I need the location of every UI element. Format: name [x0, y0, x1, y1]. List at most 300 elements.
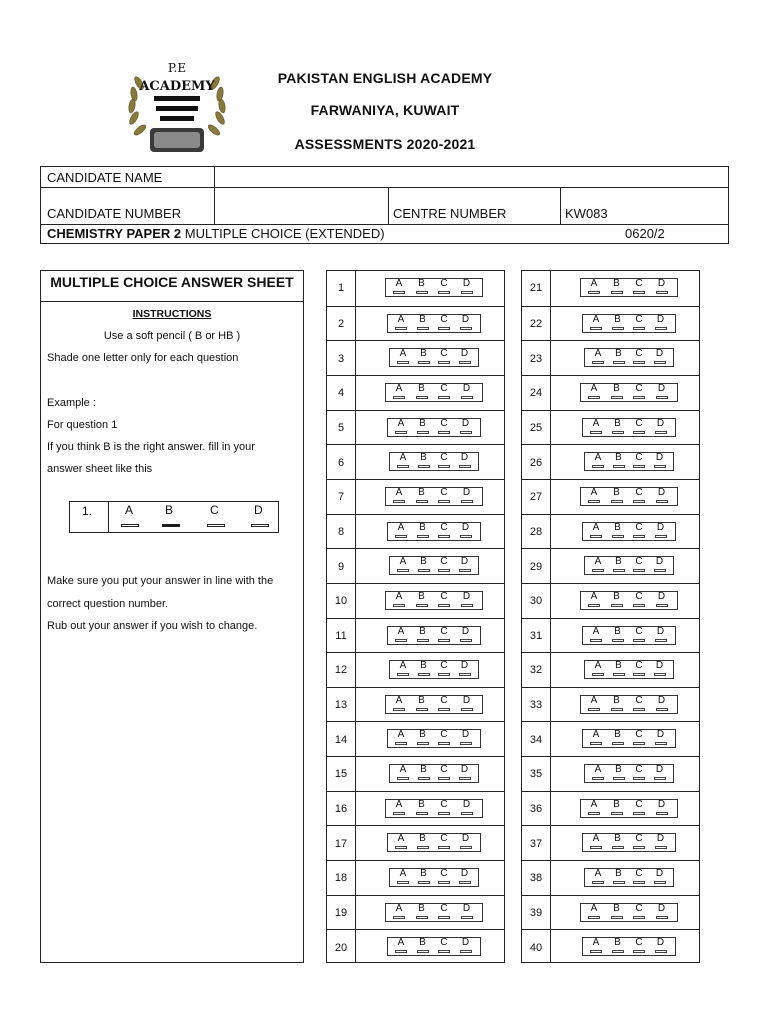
option-letter: A	[592, 625, 600, 637]
question-row	[522, 791, 699, 827]
question-number: 16	[334, 803, 348, 816]
paper-type: MULTIPLE CHOICE (EXTENDED)	[181, 226, 385, 241]
option-mark-a[interactable]	[588, 812, 600, 815]
option-mark-b[interactable]	[613, 569, 625, 572]
option-mark-a[interactable]	[393, 500, 405, 503]
option-mark-d[interactable]	[461, 812, 473, 815]
question-row	[522, 721, 699, 757]
option-mark-b[interactable]	[612, 431, 624, 434]
option-mark-b[interactable]	[613, 673, 625, 676]
option-mark-c[interactable]	[438, 812, 450, 815]
option-mark-d[interactable]	[656, 708, 668, 711]
option-letter: B	[419, 937, 426, 949]
option-mark-b[interactable]	[611, 916, 623, 919]
question-number: 5	[337, 421, 345, 434]
option-mark-a[interactable]	[395, 535, 407, 538]
option-mark-b[interactable]	[611, 812, 623, 815]
question-row	[522, 652, 699, 688]
answer-bubble-group	[580, 799, 678, 818]
option-mark-c[interactable]	[633, 291, 645, 294]
option-mark-c[interactable]	[633, 846, 645, 849]
option-mark-d[interactable]	[655, 950, 667, 953]
option-mark-d[interactable]	[655, 535, 667, 538]
option-mark-b[interactable]	[611, 291, 623, 294]
option-mark-c[interactable]	[438, 361, 450, 364]
option-mark-b[interactable]	[417, 327, 429, 330]
option-mark-b[interactable]	[612, 950, 624, 953]
option-mark-c[interactable]	[633, 777, 645, 780]
option-mark-b[interactable]	[613, 777, 625, 780]
answer-bubble-group	[385, 487, 483, 506]
option-letter: D	[462, 382, 471, 394]
option-letter: B	[615, 452, 622, 464]
option-mark-b[interactable]	[418, 881, 430, 884]
option-mark-b[interactable]	[417, 535, 429, 538]
question-number: 26	[529, 456, 543, 469]
option-letter: D	[657, 486, 666, 498]
question-number: 10	[334, 595, 348, 608]
option-letter: C	[635, 729, 643, 741]
option-mark-d[interactable]	[459, 673, 471, 676]
option-mark-b[interactable]	[611, 604, 623, 607]
option-mark-c[interactable]	[633, 569, 645, 572]
answer-bubble-group	[584, 348, 674, 367]
option-mark-d[interactable]	[655, 846, 667, 849]
option-mark-a[interactable]	[393, 604, 405, 607]
option-mark-c[interactable]	[438, 604, 450, 607]
option-mark-c[interactable]	[438, 777, 450, 780]
option-letter: B	[613, 382, 620, 394]
question-number: 17	[334, 837, 348, 850]
option-mark-c[interactable]	[438, 291, 450, 294]
option-mark-b[interactable]	[416, 812, 428, 815]
option-letter: D	[656, 521, 665, 533]
option-letter: D	[461, 417, 470, 429]
option-mark-b[interactable]	[613, 881, 625, 884]
option-letter: A	[395, 590, 403, 602]
option-letter: D	[655, 764, 664, 776]
option-mark-b[interactable]	[416, 396, 428, 399]
option-letter: B	[418, 278, 425, 289]
option-mark-c[interactable]	[438, 431, 450, 434]
question-number: 33	[529, 699, 543, 712]
example-number: 1.	[82, 504, 93, 518]
option-letter: C	[440, 452, 448, 464]
answer-bubble-group	[582, 626, 676, 645]
option-letter: D	[657, 694, 666, 706]
option-mark-d[interactable]	[461, 916, 473, 919]
option-mark-c[interactable]	[633, 950, 645, 953]
option-mark-a[interactable]	[393, 916, 405, 919]
option-letter: C	[635, 798, 643, 810]
option-letter: C	[440, 486, 448, 498]
instruction-line: Rub out your answer if you wish to change.	[47, 620, 258, 632]
instruction-line: answer sheet like this	[47, 463, 153, 475]
option-mark-c[interactable]	[438, 639, 450, 642]
option-letter: D	[462, 902, 471, 914]
option-mark-d[interactable]	[656, 604, 668, 607]
question-number: 40	[529, 941, 543, 954]
question-number: 38	[529, 872, 543, 885]
question-number: 37	[529, 837, 543, 850]
option-mark-b[interactable]	[612, 535, 624, 538]
option-letter: A	[399, 556, 407, 568]
answer-bubble-group	[580, 383, 678, 402]
option-mark-a[interactable]	[592, 465, 604, 468]
question-number: 7	[337, 491, 345, 504]
option-letter: D	[462, 694, 471, 706]
example-answer-box	[69, 501, 279, 533]
option-mark-b[interactable]	[613, 465, 625, 468]
option-letter: C	[635, 348, 643, 360]
option-mark-a[interactable]	[397, 361, 409, 364]
option-letter: C	[635, 278, 643, 289]
paper-subject: CHEMISTRY PAPER 2	[47, 226, 182, 241]
option-mark-c[interactable]	[438, 396, 450, 399]
option-mark-d[interactable]	[655, 327, 667, 330]
answer-bubble-group	[387, 833, 481, 852]
option-mark-c[interactable]	[633, 881, 645, 884]
option-mark-a[interactable]	[395, 639, 407, 642]
option-mark-b[interactable]	[417, 950, 429, 953]
question-row	[522, 375, 699, 411]
question-number: 30	[529, 595, 543, 608]
candidate-table	[40, 166, 729, 244]
option-mark-d[interactable]	[459, 361, 471, 364]
question-row	[522, 271, 699, 306]
question-row	[522, 444, 699, 480]
option-mark-a[interactable]	[590, 431, 602, 434]
option-mark-c[interactable]	[438, 846, 450, 849]
option-mark-a[interactable]	[397, 777, 409, 780]
option-letter: A	[399, 348, 407, 360]
option-mark-d[interactable]	[459, 777, 471, 780]
option-mark-a[interactable]	[592, 361, 604, 364]
answer-bubble-group	[389, 452, 479, 471]
question-row	[522, 514, 699, 550]
option-mark-d[interactable]	[655, 742, 667, 745]
option-mark-a[interactable]	[590, 950, 602, 953]
answer-bubble-group	[387, 522, 481, 541]
answer-column-right	[521, 270, 700, 963]
option-mark-c[interactable]	[633, 812, 645, 815]
option-letter: B	[418, 486, 425, 498]
option-letter: C	[635, 694, 643, 706]
instruction-line: For question 1	[47, 419, 118, 431]
option-mark-c[interactable]	[633, 604, 645, 607]
option-mark-d[interactable]	[656, 916, 668, 919]
option-letter: D	[462, 590, 471, 602]
option-mark-d[interactable]	[461, 708, 473, 711]
option-mark-d[interactable]	[654, 465, 666, 468]
option-mark-d[interactable]	[656, 396, 668, 399]
option-letter: D	[460, 348, 469, 360]
option-mark-b[interactable]	[416, 500, 428, 503]
question-row	[522, 583, 699, 619]
question-row	[327, 306, 504, 342]
option-letter: C	[635, 556, 643, 568]
option-letter: A	[594, 452, 602, 464]
option-mark-a[interactable]	[397, 881, 409, 884]
option-letter: B	[613, 590, 620, 602]
option-letter: C	[440, 937, 448, 949]
option-letter: C	[440, 348, 448, 360]
option-mark-a[interactable]	[588, 604, 600, 607]
option-mark-c[interactable]	[633, 708, 645, 711]
option-mark-a[interactable]	[397, 569, 409, 572]
option-mark-d[interactable]	[460, 535, 472, 538]
question-row	[327, 271, 504, 306]
option-letter: B	[418, 382, 425, 394]
question-number: 27	[529, 491, 543, 504]
option-mark-d[interactable]	[654, 569, 666, 572]
option-letter: C	[440, 417, 448, 429]
question-row	[327, 375, 504, 411]
option-mark-d[interactable]	[459, 465, 471, 468]
option-mark-d[interactable]	[655, 431, 667, 434]
centre-number-value: KW083	[565, 206, 608, 221]
option-letter: D	[461, 937, 470, 949]
option-mark-b[interactable]	[417, 846, 429, 849]
option-mark-c[interactable]	[633, 327, 645, 330]
option-mark-d[interactable]	[654, 361, 666, 364]
option-mark-b[interactable]	[418, 777, 430, 780]
option-mark-c[interactable]	[438, 465, 450, 468]
option-mark-d[interactable]	[460, 431, 472, 434]
school-name: PAKISTAN ENGLISH ACADEMY	[277, 70, 493, 86]
option-mark-a[interactable]	[588, 708, 600, 711]
question-number: 36	[529, 803, 543, 816]
option-mark-d[interactable]	[460, 327, 472, 330]
option-mark-d[interactable]	[460, 950, 472, 953]
question-row	[327, 652, 504, 688]
option-mark-b[interactable]	[416, 708, 428, 711]
option-letter: C	[635, 764, 643, 776]
question-row	[327, 514, 504, 550]
option-letter: D	[461, 521, 470, 533]
option-mark-d[interactable]	[460, 846, 472, 849]
option-mark-b[interactable]	[612, 639, 624, 642]
option-letter: B	[615, 764, 622, 776]
option-mark-b[interactable]	[611, 396, 623, 399]
option-mark-a[interactable]	[397, 465, 409, 468]
option-mark-c[interactable]	[633, 500, 645, 503]
option-mark-c[interactable]	[438, 535, 450, 538]
option-letter: B	[615, 556, 622, 568]
option-mark-b[interactable]	[612, 846, 624, 849]
option-letter: D	[461, 833, 470, 845]
option-mark-a[interactable]	[592, 673, 604, 676]
option-mark-c[interactable]	[633, 535, 645, 538]
option-mark-d[interactable]	[461, 500, 473, 503]
option-mark-d[interactable]	[654, 673, 666, 676]
answer-bubble-group	[385, 278, 483, 297]
option-mark-a[interactable]	[590, 639, 602, 642]
option-mark-d[interactable]	[655, 639, 667, 642]
question-number: 18	[334, 872, 348, 885]
option-letter: C	[440, 556, 448, 568]
answer-bubble-group	[582, 937, 676, 956]
answer-bubble-group	[387, 937, 481, 956]
option-mark-c[interactable]	[438, 569, 450, 572]
option-mark-d[interactable]	[656, 812, 668, 815]
option-mark-c[interactable]	[438, 950, 450, 953]
answer-bubble-group	[580, 903, 678, 922]
option-mark-a[interactable]	[592, 777, 604, 780]
option-letter: A	[592, 729, 600, 741]
option-letter: D	[655, 660, 664, 672]
option-mark-d[interactable]	[460, 639, 472, 642]
option-mark-a[interactable]	[592, 881, 604, 884]
option-mark-a[interactable]	[395, 846, 407, 849]
option-mark-c[interactable]	[633, 361, 645, 364]
option-mark-b[interactable]	[417, 742, 429, 745]
option-mark-a[interactable]	[397, 673, 409, 676]
option-mark-c[interactable]	[633, 396, 645, 399]
option-letter: D	[460, 556, 469, 568]
option-mark-b[interactable]	[611, 708, 623, 711]
option-mark-c[interactable]	[438, 881, 450, 884]
answer-column-left	[326, 270, 505, 963]
option-mark-d[interactable]	[654, 881, 666, 884]
option-mark-b[interactable]	[418, 673, 430, 676]
option-letter: B	[419, 833, 426, 845]
question-number: 31	[529, 629, 543, 642]
option-letter: A	[399, 868, 407, 880]
option-letter: D	[656, 313, 665, 325]
option-mark-d[interactable]	[461, 604, 473, 607]
option-letter: B	[418, 902, 425, 914]
option-mark-c[interactable]	[438, 327, 450, 330]
option-mark-d[interactable]	[460, 742, 472, 745]
option-mark-c[interactable]	[633, 673, 645, 676]
option-mark-b[interactable]	[612, 742, 624, 745]
option-mark-a[interactable]	[588, 500, 600, 503]
answer-bubble-group	[580, 591, 678, 610]
option-mark-a[interactable]	[395, 431, 407, 434]
option-letter: B	[614, 625, 621, 637]
option-mark-c[interactable]	[438, 916, 450, 919]
option-letter: C	[440, 590, 448, 602]
option-letter: B	[420, 348, 427, 360]
option-mark-b[interactable]	[418, 361, 430, 364]
option-letter: C	[440, 798, 448, 810]
option-mark-d[interactable]	[461, 291, 473, 294]
option-letter: D	[460, 764, 469, 776]
option-letter: A	[590, 798, 598, 810]
option-mark-b[interactable]	[416, 604, 428, 607]
answer-bubble-group	[389, 660, 479, 679]
question-number: 1	[337, 282, 345, 295]
option-mark-d[interactable]	[656, 500, 668, 503]
option-mark-c[interactable]	[438, 708, 450, 711]
option-mark-b[interactable]	[613, 361, 625, 364]
option-mark-b[interactable]	[418, 465, 430, 468]
option-mark-a[interactable]	[393, 396, 405, 399]
option-letter: B	[613, 278, 620, 289]
option-letter: C	[635, 937, 643, 949]
option-mark-a[interactable]	[590, 327, 602, 330]
option-mark-a[interactable]	[393, 291, 405, 294]
option-mark-b[interactable]	[416, 291, 428, 294]
option-mark-c[interactable]	[438, 742, 450, 745]
option-letter: A	[590, 486, 598, 498]
option-mark-a[interactable]	[395, 742, 407, 745]
answer-bubble-group	[580, 695, 678, 714]
question-row	[522, 825, 699, 861]
option-mark-c[interactable]	[633, 916, 645, 919]
option-mark-a[interactable]	[590, 742, 602, 745]
academy-logo	[122, 58, 232, 158]
option-letter: D	[656, 729, 665, 741]
option-letter: D	[461, 625, 470, 637]
option-letter: A	[397, 521, 405, 533]
question-number: 32	[529, 664, 543, 677]
option-mark-c[interactable]	[438, 500, 450, 503]
answer-bubble-group	[584, 556, 674, 575]
option-mark-d[interactable]	[459, 881, 471, 884]
question-row	[327, 444, 504, 480]
option-letter: B	[420, 868, 427, 880]
option-letter: B	[614, 417, 621, 429]
option-letter: A	[395, 382, 403, 394]
option-letter: C	[440, 902, 448, 914]
option-mark-a[interactable]	[588, 916, 600, 919]
option-mark-a[interactable]	[588, 396, 600, 399]
option-letter: D	[657, 590, 666, 602]
option-mark-b[interactable]	[612, 327, 624, 330]
option-mark-d[interactable]	[656, 291, 668, 294]
option-mark-c[interactable]	[633, 639, 645, 642]
option-mark-b[interactable]	[417, 431, 429, 434]
option-mark-d[interactable]	[459, 569, 471, 572]
option-letter: D	[656, 937, 665, 949]
option-letter: D	[460, 660, 469, 672]
option-letter: A	[594, 764, 602, 776]
question-row	[327, 687, 504, 723]
option-mark-c[interactable]	[633, 465, 645, 468]
option-mark-c[interactable]	[438, 673, 450, 676]
option-mark-a[interactable]	[588, 291, 600, 294]
option-mark-c[interactable]	[633, 742, 645, 745]
option-mark-d[interactable]	[654, 777, 666, 780]
option-mark-c[interactable]	[633, 431, 645, 434]
option-mark-a[interactable]	[393, 708, 405, 711]
option-mark-a[interactable]	[395, 950, 407, 953]
option-mark-a[interactable]	[590, 846, 602, 849]
option-mark-b[interactable]	[417, 639, 429, 642]
option-letter: B	[614, 833, 621, 845]
option-mark-b[interactable]	[416, 916, 428, 919]
example-mark	[251, 524, 269, 527]
candidate-name-label: CANDIDATE NAME	[47, 170, 163, 185]
option-mark-a[interactable]	[592, 569, 604, 572]
question-row	[522, 340, 699, 376]
option-mark-a[interactable]	[395, 327, 407, 330]
option-mark-b[interactable]	[418, 569, 430, 572]
answer-bubble-group	[387, 626, 481, 645]
option-letter: B	[613, 798, 620, 810]
instruction-line: Shade one letter only for each question	[47, 352, 239, 364]
question-row	[327, 410, 504, 446]
question-row	[522, 479, 699, 515]
example-letter: B	[165, 503, 174, 517]
question-row	[327, 479, 504, 515]
option-mark-a[interactable]	[590, 535, 602, 538]
option-mark-d[interactable]	[461, 396, 473, 399]
option-mark-a[interactable]	[393, 812, 405, 815]
option-mark-b[interactable]	[611, 500, 623, 503]
